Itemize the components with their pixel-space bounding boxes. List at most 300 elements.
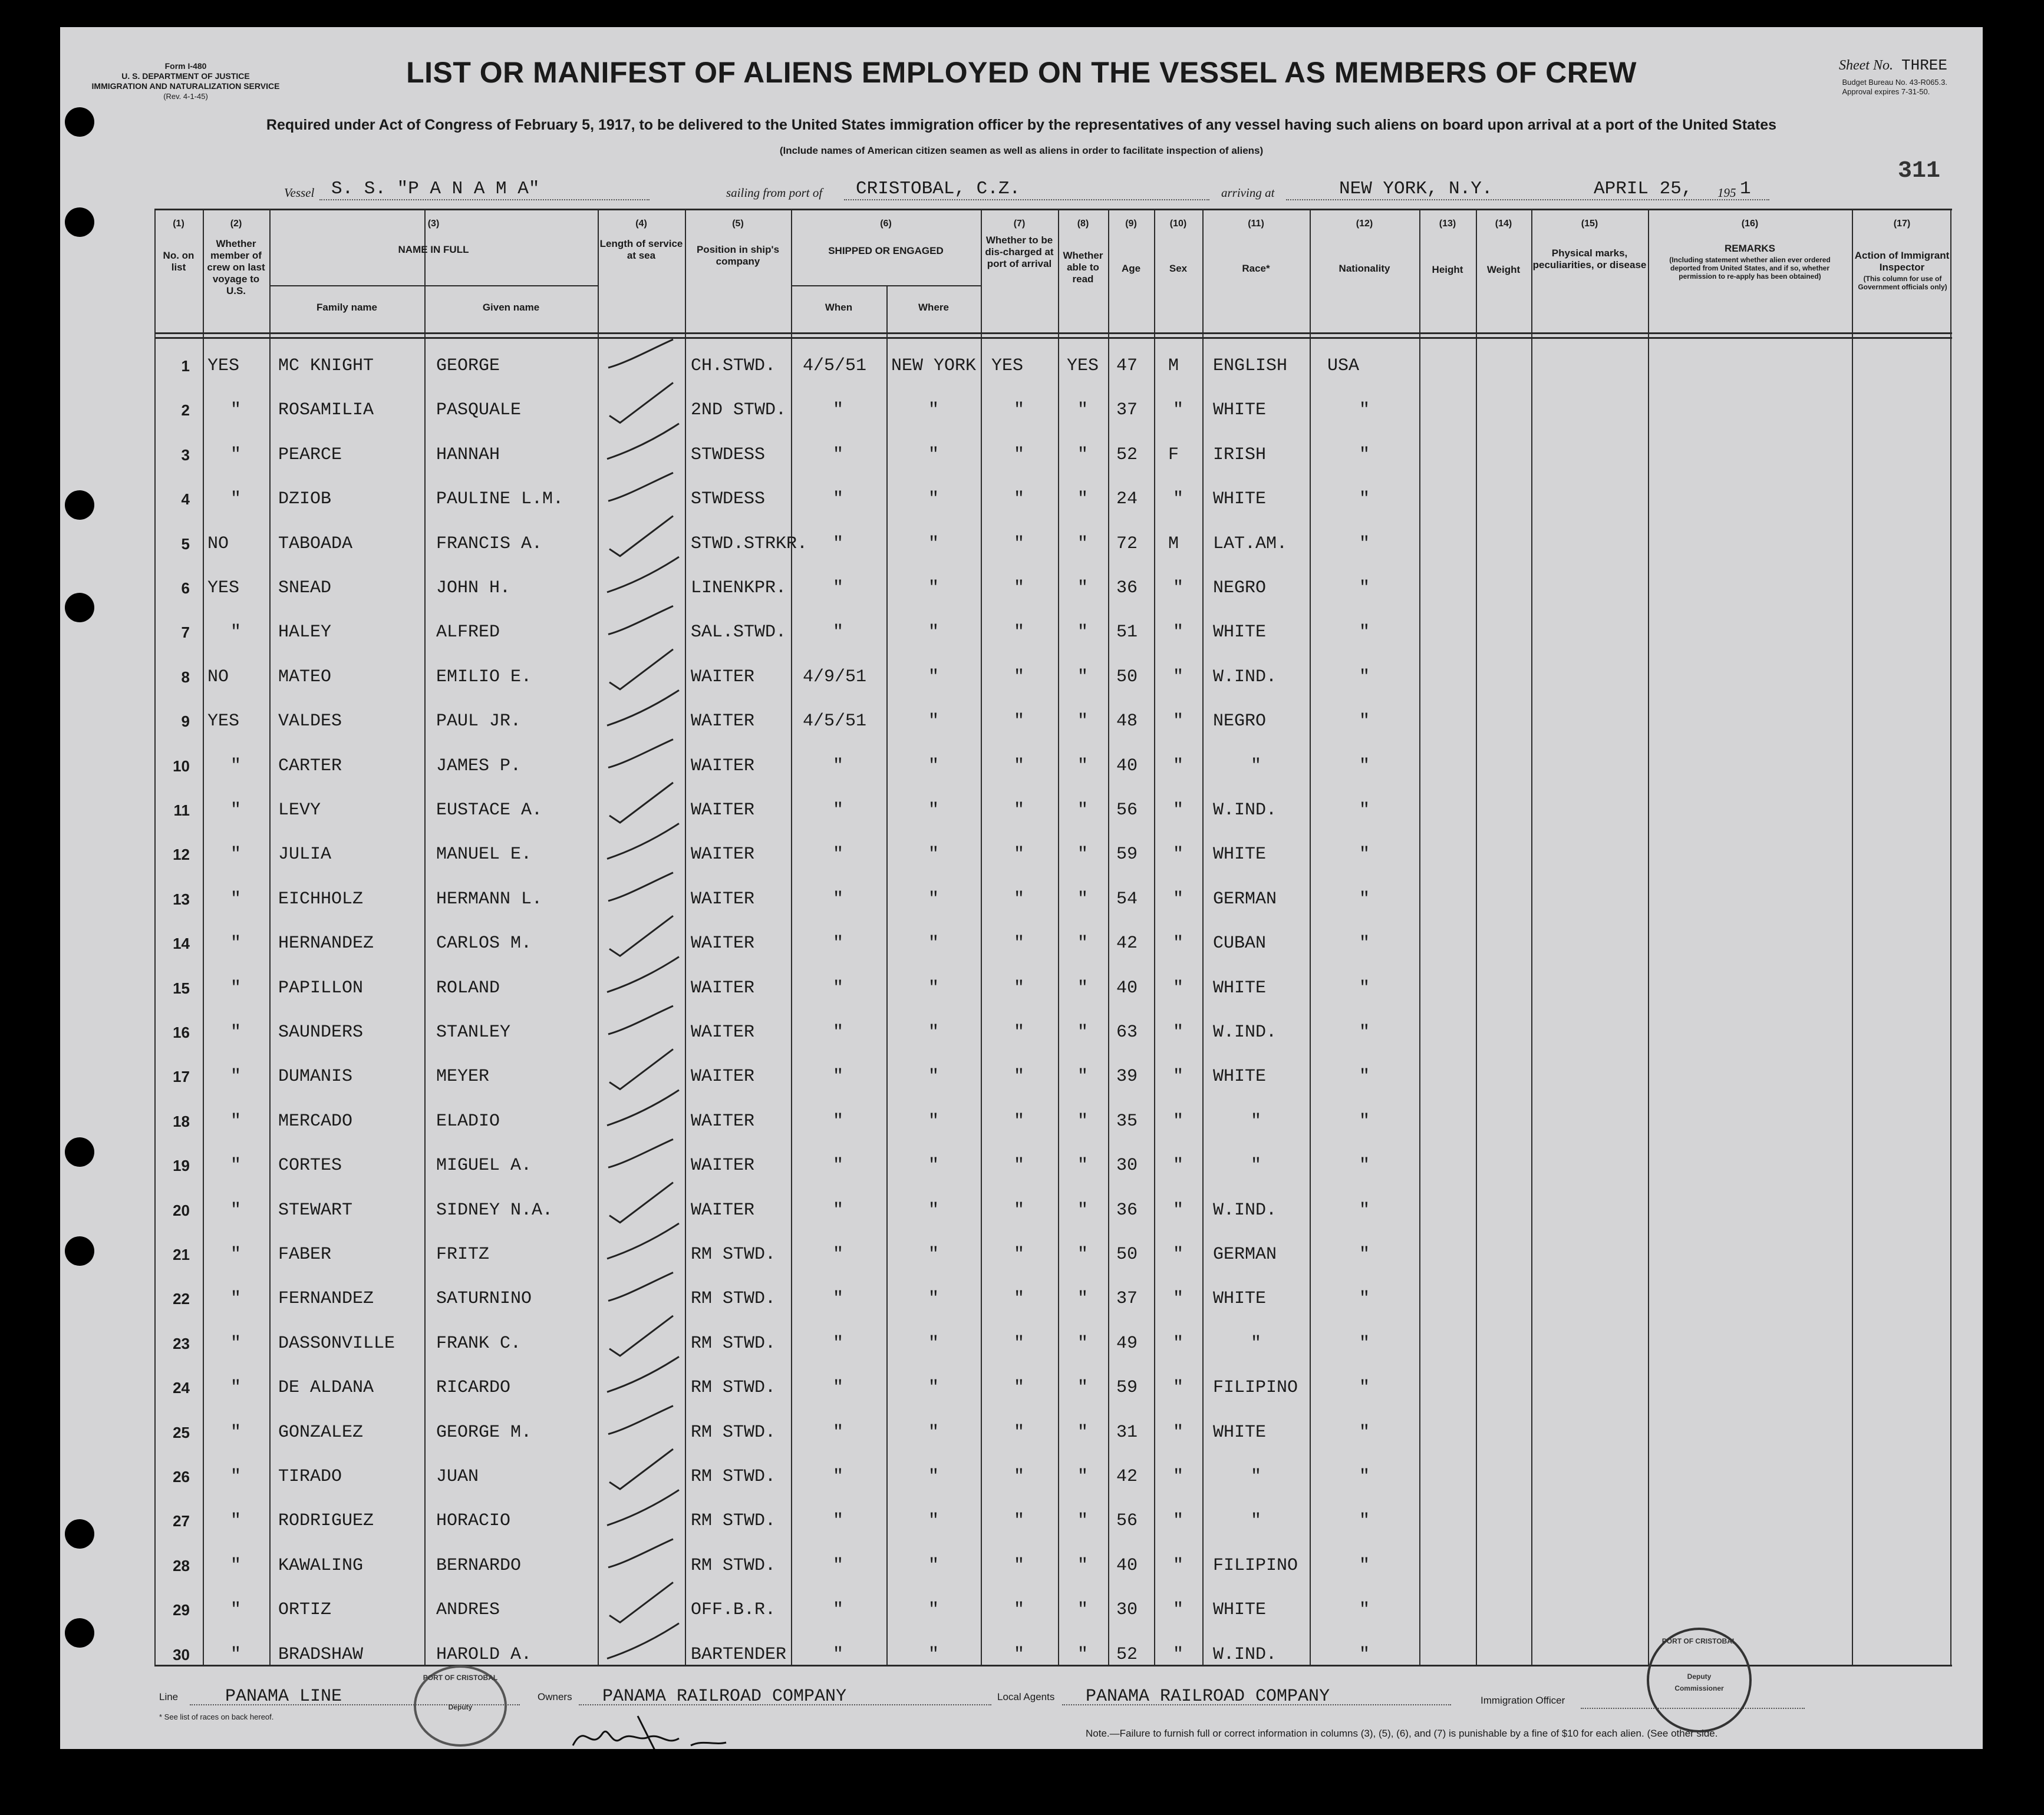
nationality-cell: " xyxy=(1359,489,1370,510)
sex-cell: " xyxy=(1173,1378,1184,1398)
discharged-cell: " xyxy=(1014,711,1025,732)
seal-right-bottom: Commissioner xyxy=(1674,1684,1724,1692)
shipped-when-cell: " xyxy=(833,444,844,465)
given-name-cell: ELADIO xyxy=(436,1111,500,1131)
official-seal-left xyxy=(414,1665,507,1747)
prev-voyage-cell: " xyxy=(230,1555,242,1576)
shipped-where-cell: " xyxy=(928,1022,939,1042)
row-number: 3 xyxy=(181,446,190,464)
race-cell: W.IND. xyxy=(1213,800,1277,820)
row-number: 13 xyxy=(173,890,190,908)
shipped-where-cell: " xyxy=(928,800,939,820)
age-cell: 59 xyxy=(1116,844,1138,865)
check-mark-icon xyxy=(608,473,673,501)
family-name-cell: MC KNIGHT xyxy=(278,356,374,376)
sex-cell: " xyxy=(1173,1555,1184,1576)
able-to-read-cell: YES xyxy=(1067,356,1099,376)
shipped-when-cell: " xyxy=(833,1067,844,1087)
race-cell: NEGRO xyxy=(1213,578,1267,598)
position-cell: CH.STWD. xyxy=(691,356,776,376)
row-number: 7 xyxy=(181,623,190,642)
sex-cell: " xyxy=(1173,489,1184,510)
given-name-cell: PAULINE L.M. xyxy=(436,489,564,510)
prev-voyage-cell: " xyxy=(230,800,242,820)
position-cell: OFF.B.R. xyxy=(691,1600,776,1621)
nationality-cell: " xyxy=(1359,666,1370,687)
shipped-when-cell: " xyxy=(833,978,844,998)
shipped-when-cell: 4/5/51 xyxy=(803,356,867,376)
position-cell: RM STWD. xyxy=(691,1333,776,1354)
check-mark-icon xyxy=(607,1490,679,1525)
row-number: 22 xyxy=(173,1290,190,1308)
vessel-name: S. S. "P A N A M A" xyxy=(331,179,540,199)
discharged-cell: " xyxy=(1014,1111,1025,1131)
sex-cell: F xyxy=(1168,444,1179,465)
punch-hole xyxy=(65,1137,94,1167)
check-mark-icon xyxy=(609,649,673,689)
check-mark-icon xyxy=(608,1139,673,1167)
shipped-when-cell: " xyxy=(833,1333,844,1354)
seal-left-top: PORT OF CRISTOBAL xyxy=(423,1674,498,1682)
sheet-number-label: Sheet No. xyxy=(1839,58,1893,73)
race-cell: " xyxy=(1251,755,1262,776)
prev-voyage-cell: " xyxy=(230,622,242,643)
shipped-when-cell: " xyxy=(833,1555,844,1576)
shipped-when-cell: " xyxy=(833,489,844,510)
sex-cell: " xyxy=(1173,1111,1184,1131)
able-to-read-cell: " xyxy=(1077,1600,1089,1621)
family-name-cell: STEWART xyxy=(278,1200,353,1220)
race-note: * See list of races on back hereof. xyxy=(159,1712,274,1721)
age-cell: 37 xyxy=(1116,1289,1138,1309)
age-cell: 54 xyxy=(1116,889,1138,909)
nationality-cell: " xyxy=(1359,978,1370,998)
discharged-cell: " xyxy=(1014,1067,1025,1087)
family-name-cell: DASSONVILLE xyxy=(278,1333,395,1354)
check-mark-icon xyxy=(607,957,679,992)
shipped-where-cell: " xyxy=(928,1378,939,1398)
shipped-when-cell: " xyxy=(833,400,844,421)
row-number: 29 xyxy=(173,1601,190,1619)
sex-cell: " xyxy=(1173,1289,1184,1309)
family-name-cell: DUMANIS xyxy=(278,1067,353,1087)
position-cell: SAL.STWD. xyxy=(691,622,787,643)
sex-cell: " xyxy=(1173,1245,1184,1265)
penalty-note: Note.—Failure to furnish full or correct information in columns (3), (5), (6), and (7) is punishable by a fine of $10 for each alien. (See other side. xyxy=(1086,1728,1718,1739)
shipped-when-cell: " xyxy=(833,1289,844,1309)
crew-table xyxy=(154,209,1952,1666)
family-name-cell: ORTIZ xyxy=(278,1600,332,1621)
shipped-where-cell: " xyxy=(928,1467,939,1487)
header-given-name: Given name xyxy=(482,302,540,313)
shipped-when-cell: " xyxy=(833,622,844,643)
shipped-when-cell: " xyxy=(833,889,844,909)
discharged-cell: " xyxy=(1014,444,1025,465)
given-name-cell: HANNAH xyxy=(436,444,500,465)
prev-voyage-cell: " xyxy=(230,1200,242,1220)
able-to-read-cell: " xyxy=(1077,755,1089,776)
sex-cell: " xyxy=(1173,1644,1184,1665)
prev-voyage-cell: " xyxy=(230,1467,242,1487)
shipped-where-cell: " xyxy=(928,1511,939,1532)
sex-cell: " xyxy=(1173,978,1184,998)
shipped-where-cell: " xyxy=(928,578,939,598)
prev-voyage-cell: " xyxy=(230,1289,242,1309)
check-mark-icon xyxy=(608,606,673,634)
row-number: 12 xyxy=(173,846,190,864)
position-cell: RM STWD. xyxy=(691,1422,776,1443)
row-number: 25 xyxy=(173,1423,190,1441)
discharged-cell: " xyxy=(1014,1378,1025,1398)
position-cell: WAITER xyxy=(691,800,755,820)
shipped-when-cell: " xyxy=(833,1111,844,1131)
signature-icon xyxy=(567,1710,815,1749)
nationality-cell: " xyxy=(1359,1022,1370,1042)
service-check-marks xyxy=(154,209,1952,1666)
prev-voyage-cell: " xyxy=(230,1245,242,1265)
given-name-cell: HERMANN L. xyxy=(436,889,543,909)
family-name-cell: PEARCE xyxy=(278,444,342,465)
shipped-when-cell: " xyxy=(833,1600,844,1621)
able-to-read-cell: " xyxy=(1077,1378,1089,1398)
able-to-read-cell: " xyxy=(1077,800,1089,820)
agents-label: Local Agents xyxy=(997,1691,1055,1702)
able-to-read-cell: " xyxy=(1077,400,1089,421)
row-number: 26 xyxy=(173,1468,190,1486)
shipped-when-cell: " xyxy=(833,1200,844,1220)
row-number: 6 xyxy=(181,579,190,597)
race-cell: GERMAN xyxy=(1213,889,1277,909)
family-name-cell: MERCADO xyxy=(278,1111,353,1131)
header-inspector-action: Action of Immigrant Inspector xyxy=(1854,250,1950,273)
shipped-where-cell: " xyxy=(928,533,939,554)
official-seal-right xyxy=(1647,1628,1752,1732)
given-name-cell: MIGUEL A. xyxy=(436,1156,532,1176)
nationality-cell: " xyxy=(1359,889,1370,909)
arrival-year-prefix: 195 xyxy=(1717,186,1736,200)
header-height: Height xyxy=(1432,264,1463,275)
prev-voyage-cell: YES xyxy=(207,578,240,598)
nationality-cell: " xyxy=(1359,844,1370,865)
column-number-n16: (16) xyxy=(1741,219,1759,229)
shipped-where-cell: " xyxy=(928,666,939,687)
discharged-cell: " xyxy=(1014,978,1025,998)
arrival-date: APRIL 25, xyxy=(1594,179,1693,199)
family-name-cell: CORTES xyxy=(278,1156,342,1176)
race-cell: W.IND. xyxy=(1213,1200,1277,1220)
check-mark-icon xyxy=(609,516,673,556)
check-mark-icon xyxy=(609,1582,673,1622)
owners-value: PANAMA RAILROAD COMPANY xyxy=(602,1687,847,1707)
age-cell: 49 xyxy=(1116,1333,1138,1354)
prev-voyage-cell: " xyxy=(230,889,242,909)
given-name-cell: GEORGE xyxy=(436,356,500,376)
position-cell: RM STWD. xyxy=(691,1245,776,1265)
position-cell: WAITER xyxy=(691,1022,755,1042)
row-number: 14 xyxy=(173,935,190,953)
discharged-cell: " xyxy=(1014,1422,1025,1443)
row-number: 20 xyxy=(173,1201,190,1219)
given-name-cell: EMILIO E. xyxy=(436,666,532,687)
discharged-cell: " xyxy=(1014,1644,1025,1665)
header-sex: Sex xyxy=(1169,263,1188,274)
able-to-read-cell: " xyxy=(1077,1422,1089,1443)
able-to-read-cell: " xyxy=(1077,844,1089,865)
column-number-n4: (4) xyxy=(635,219,647,229)
header-family-name: Family name xyxy=(317,302,377,313)
given-name-cell: FRANCIS A. xyxy=(436,533,543,554)
row-number: 23 xyxy=(173,1334,190,1352)
age-cell: 52 xyxy=(1116,444,1138,465)
header-shipped-engaged: SHIPPED OR ENGAGED xyxy=(828,245,944,256)
race-cell: WHITE xyxy=(1213,844,1267,865)
given-name-cell: CARLOS M. xyxy=(436,933,532,954)
nationality-cell: " xyxy=(1359,1333,1370,1354)
given-name-cell: PASQUALE xyxy=(436,400,522,421)
header-remarks: REMARKS xyxy=(1725,243,1775,254)
sex-cell: " xyxy=(1173,800,1184,820)
prev-voyage-cell: " xyxy=(230,755,242,776)
nationality-cell: " xyxy=(1359,1111,1370,1131)
sex-cell: " xyxy=(1173,666,1184,687)
able-to-read-cell: " xyxy=(1077,1289,1089,1309)
row-number: 17 xyxy=(173,1068,190,1086)
race-cell: W.IND. xyxy=(1213,666,1277,687)
form-revision: (Rev. 4-1-45) xyxy=(163,92,208,101)
arrival-year-suffix: 1 xyxy=(1740,179,1751,199)
able-to-read-cell: " xyxy=(1077,1333,1089,1354)
able-to-read-cell: " xyxy=(1077,1245,1089,1265)
race-cell: WHITE xyxy=(1213,489,1267,510)
row-number: 28 xyxy=(173,1556,190,1575)
given-name-cell: SATURNINO xyxy=(436,1289,532,1309)
family-name-cell: GONZALEZ xyxy=(278,1422,364,1443)
prev-voyage-cell: NO xyxy=(207,666,229,687)
able-to-read-cell: " xyxy=(1077,933,1089,954)
shipped-where-cell: " xyxy=(928,622,939,643)
sex-cell: " xyxy=(1173,933,1184,954)
shipped-when-cell: " xyxy=(833,578,844,598)
family-name-cell: HERNANDEZ xyxy=(278,933,374,954)
column-number-n13: (13) xyxy=(1439,219,1456,229)
discharged-cell: " xyxy=(1014,533,1025,554)
able-to-read-cell: " xyxy=(1077,1511,1089,1532)
age-cell: 72 xyxy=(1116,533,1138,554)
shipped-where-cell: " xyxy=(928,1600,939,1621)
shipped-where-cell: " xyxy=(928,1644,939,1665)
given-name-cell: JUAN xyxy=(436,1467,479,1487)
family-name-cell: HALEY xyxy=(278,622,332,643)
race-cell: IRISH xyxy=(1213,444,1267,465)
able-to-read-cell: " xyxy=(1077,533,1089,554)
age-cell: 40 xyxy=(1116,1555,1138,1576)
shipped-when-cell: " xyxy=(833,1422,844,1443)
header-position: Position in ship's company xyxy=(696,244,780,267)
row-number: 9 xyxy=(181,712,190,731)
check-mark-icon xyxy=(609,1449,673,1489)
given-name-cell: HORACIO xyxy=(436,1511,511,1532)
position-cell: RM STWD. xyxy=(691,1289,776,1309)
age-cell: 59 xyxy=(1116,1378,1138,1398)
shipped-when-cell: " xyxy=(833,844,844,865)
stamped-page-number: 311 xyxy=(1897,158,1940,184)
race-cell: WHITE xyxy=(1213,1289,1267,1309)
discharged-cell: " xyxy=(1014,1156,1025,1176)
age-cell: 24 xyxy=(1116,489,1138,510)
family-name-cell: DZIOB xyxy=(278,489,332,510)
age-cell: 48 xyxy=(1116,711,1138,732)
row-number: 21 xyxy=(173,1246,190,1263)
header-nationality: Nationality xyxy=(1339,263,1390,274)
nationality-cell: " xyxy=(1359,1467,1370,1487)
check-mark-icon xyxy=(607,557,679,592)
row-number: 19 xyxy=(173,1157,190,1175)
sex-cell: " xyxy=(1173,1511,1184,1532)
sex-cell: " xyxy=(1173,622,1184,643)
race-cell: WHITE xyxy=(1213,978,1267,998)
prev-voyage-cell: " xyxy=(230,1422,242,1443)
position-cell: WAITER xyxy=(691,978,755,998)
age-cell: 56 xyxy=(1116,1511,1138,1532)
header-when: When xyxy=(825,302,853,313)
shipped-when-cell: " xyxy=(833,800,844,820)
sex-cell: " xyxy=(1173,1333,1184,1354)
able-to-read-cell: " xyxy=(1077,1156,1089,1176)
age-cell: 42 xyxy=(1116,933,1138,954)
race-cell: " xyxy=(1251,1156,1262,1176)
check-mark-icon xyxy=(607,1090,679,1126)
shipped-when-cell: " xyxy=(833,533,844,554)
check-mark-icon xyxy=(608,1006,673,1034)
form-department: U. S. DEPARTMENT OF JUSTICE xyxy=(121,71,250,81)
subnote: (Include names of American citizen seamen as well as aliens in order to facilitate inspection of aliens) xyxy=(779,145,1264,156)
discharged-cell: " xyxy=(1014,933,1025,954)
discharged-cell: " xyxy=(1014,1467,1025,1487)
arriving-dotline xyxy=(1286,199,1769,200)
port-to: NEW YORK, N.Y. xyxy=(1339,179,1493,199)
budget-info xyxy=(1842,78,1947,97)
column-number-n1: (1) xyxy=(173,219,184,229)
position-cell: WAITER xyxy=(691,711,755,732)
header-discharged: Whether to be dis-charged at port of arrival xyxy=(985,235,1054,269)
check-mark-icon xyxy=(609,1183,673,1223)
able-to-read-cell: " xyxy=(1077,1022,1089,1042)
check-mark-icon xyxy=(609,783,673,823)
discharged-cell: " xyxy=(1014,1245,1025,1265)
discharged-cell: " xyxy=(1014,622,1025,643)
sex-cell: " xyxy=(1173,711,1184,732)
age-cell: 56 xyxy=(1116,800,1138,820)
shipped-when-cell: " xyxy=(833,1467,844,1487)
position-cell: WAITER xyxy=(691,933,755,954)
shipped-when-cell: " xyxy=(833,1156,844,1176)
prev-voyage-cell: " xyxy=(230,1644,242,1665)
shipped-when-cell: " xyxy=(833,1378,844,1398)
header-no-on-list: No. on list xyxy=(163,250,194,273)
able-to-read-cell: " xyxy=(1077,978,1089,998)
given-name-cell: BERNARDO xyxy=(436,1555,522,1576)
position-cell: WAITER xyxy=(691,1111,755,1131)
seal-right-top: PORT OF CRISTOBAL xyxy=(1661,1637,1737,1645)
able-to-read-cell: " xyxy=(1077,889,1089,909)
age-cell: 31 xyxy=(1116,1422,1138,1443)
able-to-read-cell: " xyxy=(1077,1200,1089,1220)
check-mark-icon xyxy=(607,823,679,859)
footer xyxy=(154,1687,1841,1749)
age-cell: 35 xyxy=(1116,1111,1138,1131)
shipped-where-cell: " xyxy=(928,1067,939,1087)
discharged-cell: YES xyxy=(991,356,1024,376)
punch-hole xyxy=(65,490,94,520)
prev-voyage-cell: " xyxy=(230,1111,242,1131)
family-name-cell: MATEO xyxy=(278,666,332,687)
nationality-cell: " xyxy=(1359,1422,1370,1443)
row-number: 18 xyxy=(173,1112,190,1130)
able-to-read-cell: " xyxy=(1077,622,1089,643)
family-name-cell: CARTER xyxy=(278,755,342,776)
race-cell: W.IND. xyxy=(1213,1022,1277,1042)
age-cell: 47 xyxy=(1116,356,1138,376)
sex-cell: M xyxy=(1168,356,1179,376)
sex-cell: " xyxy=(1173,889,1184,909)
discharged-cell: " xyxy=(1014,755,1025,776)
column-number-n8: (8) xyxy=(1077,219,1089,229)
shipped-where-cell: " xyxy=(928,1200,939,1220)
race-cell: " xyxy=(1251,1111,1262,1131)
family-name-cell: FABER xyxy=(278,1245,332,1265)
shipped-where-cell: " xyxy=(928,933,939,954)
sheet-number-value: THREE xyxy=(1901,57,1947,74)
header-name-in-full: NAME IN FULL xyxy=(398,244,469,255)
given-name-cell: FRITZ xyxy=(436,1245,490,1265)
discharged-cell: " xyxy=(1014,889,1025,909)
race-cell: WHITE xyxy=(1213,400,1267,421)
column-number-n15: (15) xyxy=(1581,219,1598,229)
shipped-where-cell: " xyxy=(928,844,939,865)
sex-cell: " xyxy=(1173,1022,1184,1042)
nationality-cell: " xyxy=(1359,1555,1370,1576)
shipped-when-cell: " xyxy=(833,1511,844,1532)
check-mark-icon xyxy=(609,916,673,956)
check-mark-icon xyxy=(608,1539,673,1568)
discharged-cell: " xyxy=(1014,578,1025,598)
family-name-cell: DE ALDANA xyxy=(278,1378,374,1398)
budget-bureau: Budget Bureau No. 43-R065.3. xyxy=(1842,78,1947,87)
race-cell: CUBAN xyxy=(1213,933,1267,954)
able-to-read-cell: " xyxy=(1077,1067,1089,1087)
shipped-where-cell: " xyxy=(928,889,939,909)
check-mark-icon xyxy=(609,1049,673,1089)
discharged-cell: " xyxy=(1014,1555,1025,1576)
position-cell: RM STWD. xyxy=(691,1467,776,1487)
nationality-cell: " xyxy=(1359,1067,1370,1087)
officer-label: Immigration Officer xyxy=(1481,1695,1565,1706)
age-cell: 30 xyxy=(1116,1600,1138,1621)
prev-voyage-cell: NO xyxy=(207,533,229,554)
position-cell: RM STWD. xyxy=(691,1511,776,1532)
shipped-when-cell: 4/9/51 xyxy=(803,666,867,687)
age-cell: 50 xyxy=(1116,666,1138,687)
discharged-cell: " xyxy=(1014,1511,1025,1532)
age-cell: 50 xyxy=(1116,1245,1138,1265)
able-to-read-cell: " xyxy=(1077,578,1089,598)
check-mark-icon xyxy=(607,1357,679,1392)
shipped-where-cell: " xyxy=(928,444,939,465)
nationality-cell: " xyxy=(1359,1600,1370,1621)
nationality-cell: " xyxy=(1359,1644,1370,1665)
given-name-cell: HAROLD A. xyxy=(436,1644,532,1665)
form-number: Form I-480 xyxy=(164,61,207,71)
